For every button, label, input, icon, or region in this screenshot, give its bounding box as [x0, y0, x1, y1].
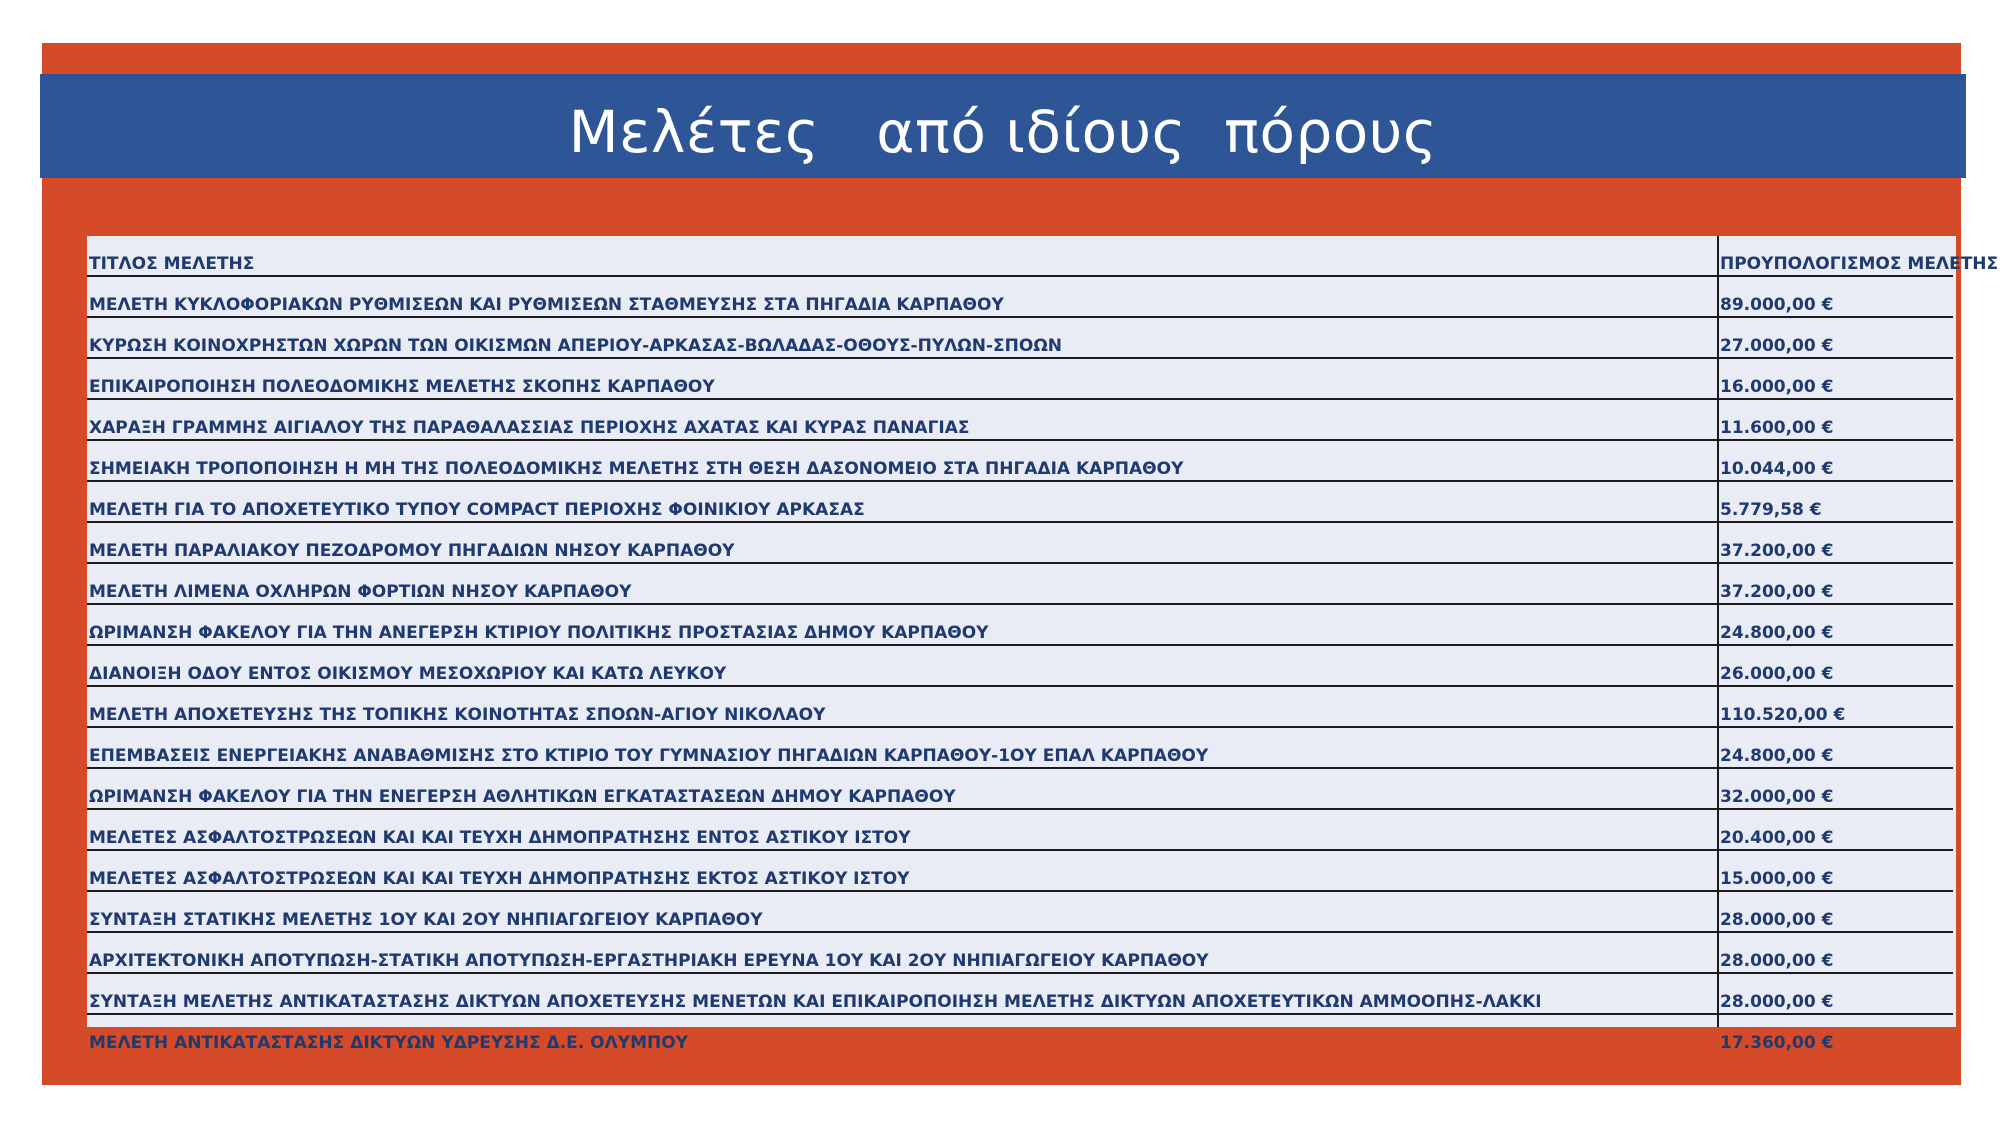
- study-title: ΜΕΛΕΤΕΣ ΑΣΦΑΛΤΟΣΤΡΩΣΕΩΝ ΚΑΙ ΚΑΙ ΤΕΥΧΗ ΔΗΜΟΠΡΑΤΗΣΗΣ ΕΚΤΟΣ ΑΣΤΙΚΟΥ ΙΣΤΟΥ: [87, 850, 1717, 891]
- table-row: [87, 522, 1953, 563]
- study-budget: 32.000,00 €: [1717, 768, 1953, 809]
- study-title: ΣΗΜΕΙΑΚΗ ΤΡΟΠΟΠΟΙΗΣΗ Η ΜΗ ΤΗΣ ΠΟΛΕΟΔΟΜΙΚΗΣ ΜΕΛΕΤΗΣ ΣΤΗ ΘΕΣΗ ΔΑΣΟΝΟΜΕΙΟ ΣΤΑ ΠΗΓΑΔΙΑ ΚΑΡΠΑΘΟΥ: [87, 440, 1717, 481]
- study-title: ΩΡΙΜΑΝΣΗ ΦΑΚΕΛΟΥ ΓΙΑ ΤΗΝ ΑΝΕΓΕΡΣΗ ΚΤΙΡΙΟΥ ΠΟΛΙΤΙΚΗΣ ΠΡΟΣΤΑΣΙΑΣ ΔΗΜΟΥ ΚΑΡΠΑΘΟΥ: [87, 604, 1717, 645]
- table-row: [87, 645, 1953, 686]
- table-row: [87, 932, 1953, 973]
- title-banner: [40, 74, 1966, 178]
- study-budget: 28.000,00 €: [1717, 973, 1953, 1014]
- study-budget: 26.000,00 €: [1717, 645, 1953, 686]
- table-row: [87, 481, 1953, 522]
- studies-table-panel: [87, 236, 1999, 1053]
- study-title: ΣΥΝΤΑΞΗ ΣΤΑΤΙΚΗΣ ΜΕΛΕΤΗΣ 1ΟΥ ΚΑΙ 2ΟΥ ΝΗΠΙΑΓΩΓΕΙΟΥ ΚΑΡΠΑΘΟΥ: [87, 891, 1717, 932]
- study-budget: 17.360,00 €: [1720, 1033, 1834, 1053]
- study-budget: 24.800,00 €: [1717, 727, 1953, 768]
- table-row: [87, 399, 1953, 440]
- study-budget: 16.000,00 €: [1717, 358, 1953, 399]
- study-budget: 37.200,00 €: [1717, 522, 1953, 563]
- table-row: [87, 358, 1953, 399]
- study-title: ΜΕΛΕΤΕΣ ΑΣΦΑΛΤΟΣΤΡΩΣΕΩΝ ΚΑΙ ΚΑΙ ΤΕΥΧΗ ΔΗΜΟΠΡΑΤΗΣΗΣ ΕΝΤΟΣ ΑΣΤΙΚΟΥ ΙΣΤΟΥ: [87, 809, 1717, 850]
- table-row: [87, 276, 1953, 317]
- study-title: ΜΕΛΕΤΗ ΚΥΚΛΟΦΟΡΙΑΚΩΝ ΡΥΘΜΙΣΕΩΝ ΚΑΙ ΡΥΘΜΙΣΕΩΝ ΣΤΑΘΜΕΥΣΗΣ ΣΤΑ ΠΗΓΑΔΙΑ ΚΑΡΠΑΘΟΥ: [87, 276, 1717, 317]
- study-budget: 11.600,00 €: [1717, 399, 1953, 440]
- study-title: ΔΙΑΝΟΙΞΗ ΟΔΟΥ ΕΝΤΟΣ ΟΙΚΙΣΜΟΥ ΜΕΣΟΧΩΡΙΟΥ ΚΑΙ ΚΑΤΩ ΛΕΥΚΟΥ: [87, 645, 1717, 686]
- study-title: ΜΕΛΕΤΗ ΑΝΤΙΚΑΤΑΣΤΑΣΗΣ ΔΙΚΤΥΩΝ ΥΔΡΕΥΣΗΣ Δ.Ε. ΟΛΥΜΠΟΥ: [89, 1033, 688, 1053]
- table-row: [87, 850, 1953, 891]
- study-budget: 20.400,00 €: [1717, 809, 1953, 850]
- study-title: ΜΕΛΕΤΗ ΠΑΡΑΛΙΑΚΟΥ ΠΕΖΟΔΡΟΜΟΥ ΠΗΓΑΔΙΩΝ ΝΗΣΟΥ ΚΑΡΠΑΘΟΥ: [87, 522, 1717, 563]
- study-title: ΑΡΧΙΤΕΚΤΟΝΙΚΗ ΑΠΟΤΥΠΩΣΗ-ΣΤΑΤΙΚΗ ΑΠΟΤΥΠΩΣΗ-ΕΡΓΑΣΤΗΡΙΑΚΗ ΕΡΕΥΝΑ 1ΟΥ ΚΑΙ 2ΟΥ ΝΗΠΙΑΓΩΓΕΙΟΥ ΚΑΡΠΑΘΟΥ: [87, 932, 1717, 973]
- study-title: ΕΠΙΚΑΙΡΟΠΟΙΗΣΗ ΠΟΛΕΟΔΟΜΙΚΗΣ ΜΕΛΕΤΗΣ ΣΚΟΠΗΣ ΚΑΡΠΑΘΟΥ: [87, 358, 1717, 399]
- table-row: [87, 686, 1953, 727]
- study-title: ΜΕΛΕΤΗ ΑΠΟΧΕΤΕΥΣΗΣ ΤΗΣ ΤΟΠΙΚΗΣ ΚΟΙΝΟΤΗΤΑΣ ΣΠΟΩΝ-ΑΓΙΟΥ ΝΙΚΟΛΑΟΥ: [87, 686, 1717, 727]
- study-title: ΜΕΛΕΤΗ ΛΙΜΕΝΑ ΟΧΛΗΡΩΝ ΦΟΡΤΙΩΝ ΝΗΣΟΥ ΚΑΡΠΑΘΟΥ: [87, 563, 1717, 604]
- slide-title: Μελέτες από ιδίους πόρους: [568, 98, 1438, 166]
- study-budget: 5.779,58 €: [1717, 481, 1953, 522]
- table-row: [87, 809, 1953, 850]
- study-budget: 28.000,00 €: [1717, 891, 1953, 932]
- study-title: ΧΑΡΑΞΗ ΓΡΑΜΜΗΣ ΑΙΓΙΑΛΟΥ ΤΗΣ ΠΑΡΑΘΑΛΑΣΣΙΑΣ ΠΕΡΙΟΧΗΣ ΑΧΑΤΑΣ ΚΑΙ ΚΥΡΑΣ ΠΑΝΑΓΙΑΣ: [87, 399, 1717, 440]
- study-budget: 24.800,00 €: [1717, 604, 1953, 645]
- studies-table: [87, 236, 1999, 1054]
- table-row: [87, 973, 1953, 1014]
- header-title: ΤΙΤΛΟΣ ΜΕΛΕΤΗΣ: [87, 236, 1717, 276]
- study-budget: 15.000,00 €: [1717, 850, 1953, 891]
- study-title: ΩΡΙΜΑΝΣΗ ΦΑΚΕΛΟΥ ΓΙΑ ΤΗΝ ΕΝΕΓΕΡΣΗ ΑΘΛΗΤΙΚΩΝ ΕΓΚΑΤΑΣΤΑΣΕΩΝ ΔΗΜΟΥ ΚΑΡΠΑΘΟΥ: [87, 768, 1717, 809]
- table-header-row: [87, 236, 1953, 276]
- study-budget: 28.000,00 €: [1717, 932, 1953, 973]
- study-budget: 10.044,00 €: [1717, 440, 1953, 481]
- study-title: ΣΥΝΤΑΞΗ ΜΕΛΕΤΗΣ ΑΝΤΙΚΑΤΑΣΤΑΣΗΣ ΔΙΚΤΥΩΝ ΑΠΟΧΕΤΕΥΣΗΣ ΜΕΝΕΤΩΝ ΚΑΙ ΕΠΙΚΑΙΡΟΠΟΙΗΣΗ ΜΕΛΕΤΗΣ ΔΙΚΤΥΩΝ ΑΠΟΧΕΤΕΥΤΙΚΩΝ ΑΜΜΟΟΠΗΣ-ΛΑΚΚΙ: [87, 973, 1717, 1014]
- table-row: [87, 317, 1953, 358]
- table-row: [87, 768, 1953, 809]
- study-title: ΚΥΡΩΣΗ ΚΟΙΝΟΧΡΗΣΤΩΝ ΧΩΡΩΝ ΤΩΝ ΟΙΚΙΣΜΩΝ ΑΠΕΡΙΟΥ-ΑΡΚΑΣΑΣ-ΒΩΛΑΔΑΣ-ΟΘΟΥΣ-ΠΥΛΩΝ-ΣΠΟΩΝ: [87, 317, 1717, 358]
- header-budget: ΠΡΟΥΠΟΛΟΓΙΣΜΟΣ ΜΕΛΕΤΗΣ: [1717, 236, 1953, 276]
- table-row: [87, 604, 1953, 645]
- study-budget: 27.000,00 €: [1717, 317, 1953, 358]
- table-row: [87, 1014, 1953, 1054]
- table-row: [87, 891, 1953, 932]
- study-budget: 37.200,00 €: [1717, 563, 1953, 604]
- table-row: [87, 440, 1953, 481]
- table-row: [87, 563, 1953, 604]
- study-title: ΜΕΛΕΤΗ ΓΙΑ ΤΟ ΑΠΟΧΕΤΕΥΤΙΚΟ ΤΥΠΟΥ COMPACT ΠΕΡΙΟΧΗΣ ΦΟΙΝΙΚΙΟΥ ΑΡΚΑΣΑΣ: [87, 481, 1717, 522]
- study-title: ΕΠΕΜΒΑΣΕΙΣ ΕΝΕΡΓΕΙΑΚΗΣ ΑΝΑΒΑΘΜΙΣΗΣ ΣΤΟ ΚΤΙΡΙΟ ΤΟΥ ΓΥΜΝΑΣΙΟΥ ΠΗΓΑΔΙΩΝ ΚΑΡΠΑΘΟΥ-1ΟΥ ΕΠΑΛ ΚΑΡΠΑΘΟΥ: [87, 727, 1717, 768]
- study-budget: 89.000,00 €: [1717, 276, 1953, 317]
- table-row: [87, 727, 1953, 768]
- study-budget: 110.520,00 €: [1717, 686, 1953, 727]
